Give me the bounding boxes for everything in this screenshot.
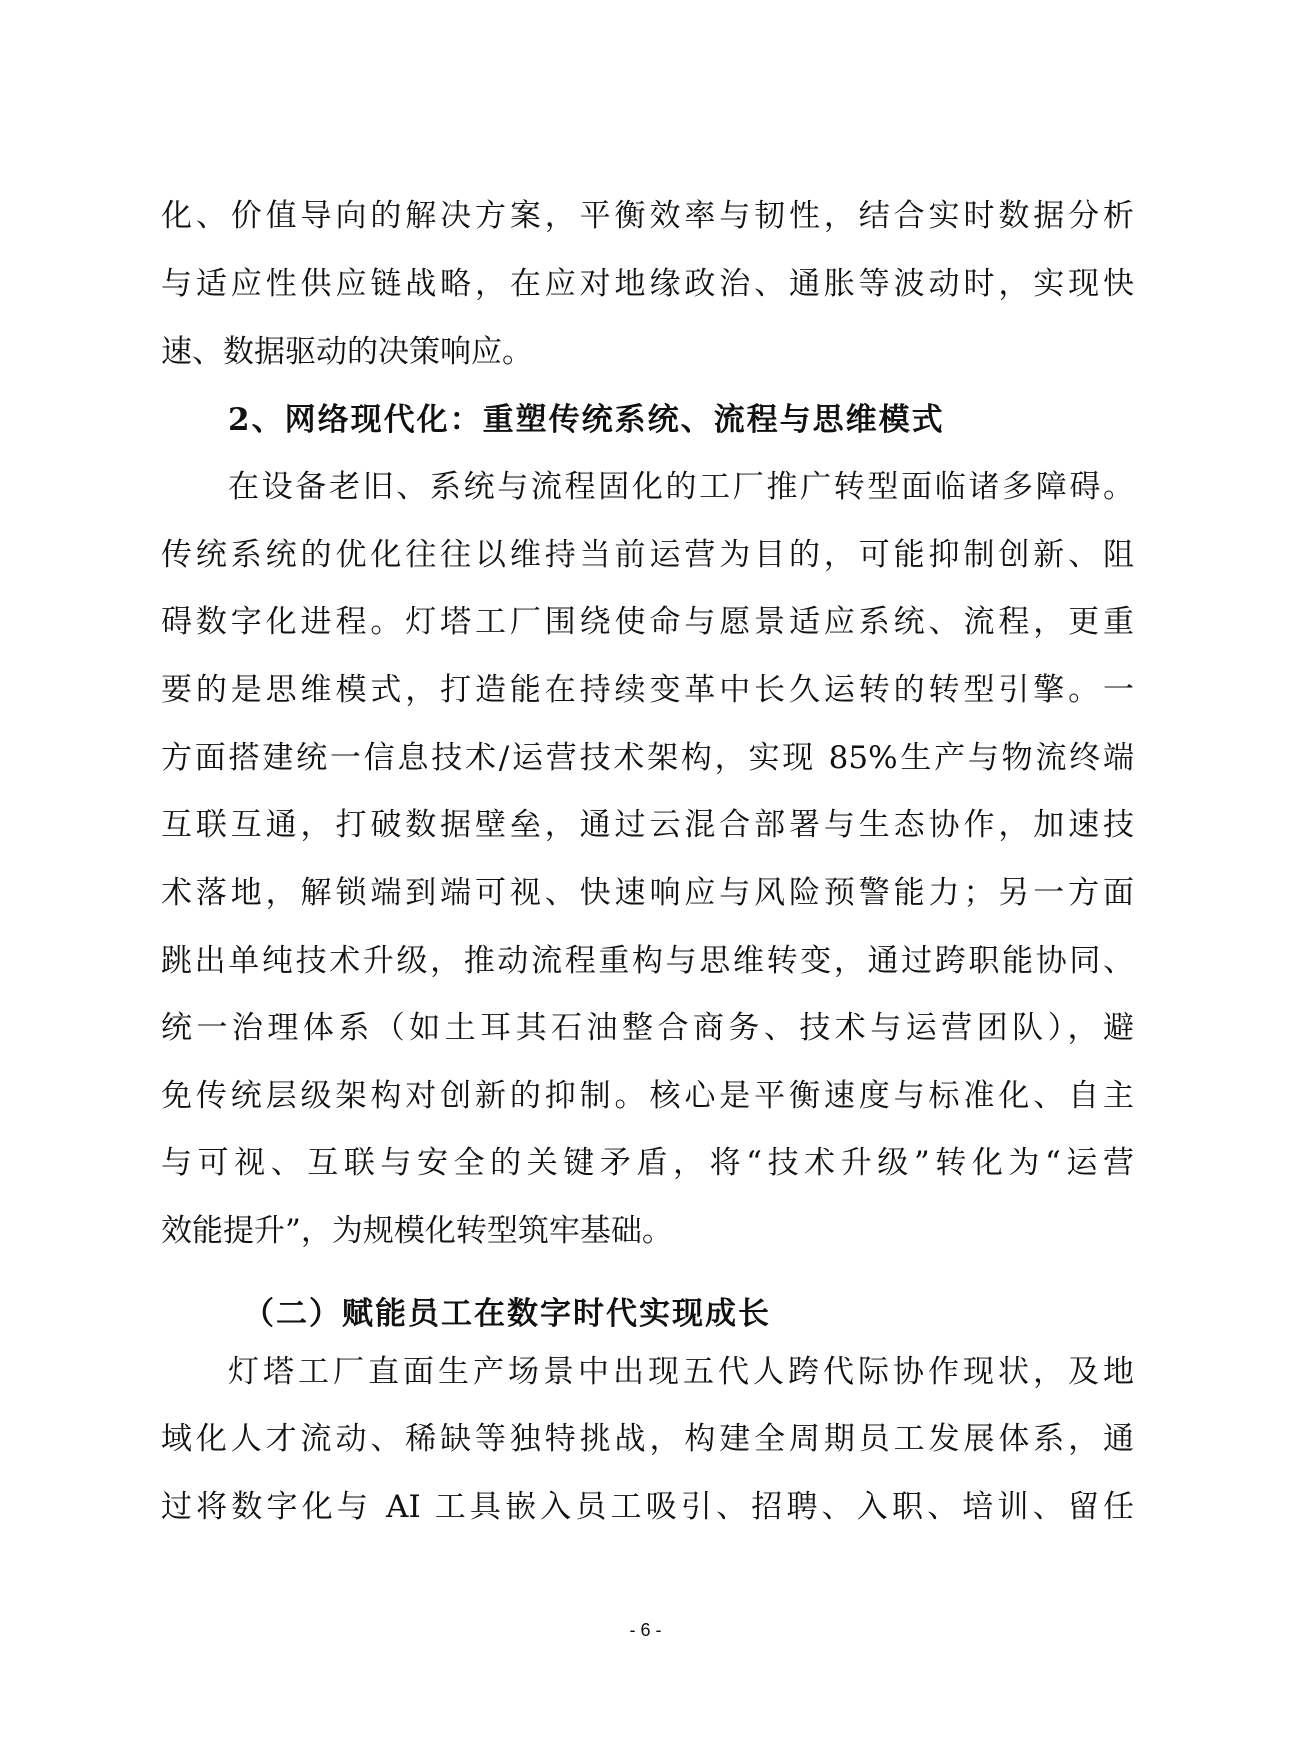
paragraph-line: 化、价值导向的解决方案，平衡效率与韧性，结合实时数据分析 [161,198,1134,234]
paragraph-line: 过将数字化与 AI 工具嵌入员工吸引、招聘、入职、培训、留任 [161,1489,1134,1525]
paragraph-line: 灯塔工厂直面生产场景中出现五代人跨代际协作现状，及地 [228,1354,1134,1390]
paragraph-line: 与适应性供应链战略，在应对地缘政治、通胀等波动时，实现快 [161,266,1134,302]
paragraph-line: 方面搭建统一信息技术/运营技术架构，实现 85%生产与物流终端 [161,740,1134,776]
paragraph-line: 跳出单纯技术升级，推动流程重构与思维转变，通过跨职能协同、 [161,943,1134,979]
paragraph-line: 统一治理体系（如土耳其石油整合商务、技术与运营团队），避 [161,1010,1134,1046]
paragraph-line: 要的是思维模式，打造能在持续变革中长久运转的转型引擎。一 [161,672,1134,708]
paragraph-line: 域化人才流动、稀缺等独特挑战，构建全周期员工发展体系，通 [161,1421,1134,1457]
paragraph-line: 速、数据驱动的决策响应。 [161,334,533,370]
paragraph-line: 互联互通，打破数据壁垒，通过云混合部署与生态协作，加速技 [161,807,1134,843]
paragraph-line: 传统系统的优化往往以维持当前运营为目的，可能抑制创新、阻 [161,537,1134,573]
paragraph-line: 与可视、互联与安全的关键矛盾，将“技术升级”转化为“运营 [161,1145,1134,1181]
section-heading: （二）赋能员工在数字时代实现成长 [243,1296,771,1332]
page-number: - 6 - [629,1620,662,1640]
paragraph-line: 术落地，解锁端到端可视、快速响应与风险预警能力；另一方面 [161,875,1134,911]
paragraph-line: 碍数字化进程。灯塔工厂围绕使命与愿景适应系统、流程，更重 [161,604,1134,640]
paragraph-line: 效能提升”，为规模化转型筑牢基础。 [161,1213,673,1249]
section-heading: 2、网络现代化：重塑传统系统、流程与思维模式 [228,402,945,438]
paragraph-line: 免传统层级架构对创新的抑制。核心是平衡速度与标准化、自主 [161,1078,1134,1114]
paragraph-line: 在设备老旧、系统与流程固化的工厂推广转型面临诸多障碍。 [228,469,1134,505]
